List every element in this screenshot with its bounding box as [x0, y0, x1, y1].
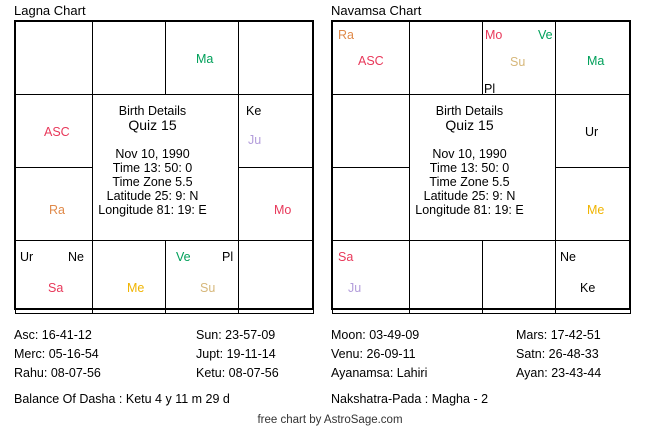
- footer-rahu: Rahu: 08-07-56: [14, 366, 101, 380]
- footer-ayanamsa: Ayanamsa: Lahiri: [331, 366, 428, 380]
- lagna-birth-details: [80, 104, 225, 217]
- footer-balance-dasha: Balance Of Dasha : Ketu 4 y 11 m 29 d: [14, 392, 230, 406]
- navamsa-birth-date: Nov 10, 1990: [432, 147, 507, 161]
- navamsa-birth-name: Quiz 15: [445, 117, 494, 133]
- navamsa-birth-lat: Latitude 25: 9: N: [423, 189, 516, 203]
- navamsa-planet-mo: Mo: [485, 28, 503, 42]
- lagna-chart-title: Lagna Chart: [14, 3, 86, 18]
- lagna-planet-ke: Ke: [246, 104, 262, 118]
- navamsa-planet-ma: Ma: [587, 54, 605, 68]
- lagna-cell-9: [92, 240, 166, 314]
- footer-moon: Moon: 03-49-09: [331, 328, 420, 342]
- navamsa-planet-ne: Ne: [560, 250, 576, 264]
- navamsa-planet-ju: Ju: [348, 281, 362, 295]
- lagna-planet-me: Me: [127, 281, 145, 295]
- footer-nakshatra-pada: Nakshatra-Pada : Magha - 2: [331, 392, 489, 406]
- navamsa-planet-pl: Pl: [484, 82, 496, 96]
- navamsa-planet-su: Su: [510, 55, 526, 69]
- lagna-planet-ju: Ju: [248, 133, 262, 147]
- lagna-planet-asc: ASC: [44, 125, 70, 139]
- lagna-birth-label: Birth Details: [118, 104, 187, 118]
- navamsa-birth-label: Birth Details: [435, 104, 504, 118]
- lagna-planet-su: Su: [200, 281, 216, 295]
- lagna-planet-mo: Mo: [274, 203, 292, 217]
- footer-merc: Merc: 05-16-54: [14, 347, 99, 361]
- lagna-planet-ur: Ur: [20, 250, 34, 264]
- lagna-planet-ve: Ve: [176, 250, 191, 264]
- lagna-birth-time: Time 13: 50: 0: [112, 161, 193, 175]
- lagna-birth-zone: Time Zone 5.5: [112, 175, 193, 189]
- lagna-planet-ra: Ra: [49, 203, 65, 217]
- lagna-planet-sa: Sa: [48, 281, 64, 295]
- lagna-cell-7: [238, 240, 314, 314]
- lagna-cell-1: [15, 21, 93, 95]
- lagna-planet-ma: Ma: [196, 52, 214, 66]
- navamsa-planet-asc: ASC: [358, 54, 384, 68]
- navamsa-cell-9: [409, 240, 483, 314]
- lagna-cell-2: [92, 21, 166, 95]
- navamsa-planet-ve: Ve: [538, 28, 553, 42]
- navamsa-chart-title: Navamsa Chart: [331, 3, 422, 18]
- lagna-planet-ne: Ne: [68, 250, 84, 264]
- site-credit: free chart by AstroSage.com: [257, 414, 403, 426]
- footer-jupt: Jupt: 19-11-14: [196, 347, 276, 361]
- navamsa-planet-sa: Sa: [338, 250, 354, 264]
- lagna-planet-pl: Pl: [222, 250, 234, 264]
- navamsa-cell-8: [482, 240, 556, 314]
- lagna-birth-lat: Latitude 25: 9: N: [106, 189, 199, 203]
- lagna-cell-4: [238, 21, 314, 95]
- navamsa-birth-lon: Longitude 81: 19: E: [415, 203, 524, 217]
- footer-ketu: Ketu: 08-07-56: [196, 366, 279, 380]
- footer-sun: Sun: 23-57-09: [196, 328, 276, 342]
- navamsa-planet-ur: Ur: [585, 125, 599, 139]
- navamsa-birth-details: [397, 104, 542, 217]
- navamsa-birth-zone: Time Zone 5.5: [429, 175, 510, 189]
- footer-mars: Mars: 17-42-51: [516, 328, 601, 342]
- lagna-birth-lon: Longitude 81: 19: E: [98, 203, 207, 217]
- navamsa-planet-me: Me: [587, 203, 605, 217]
- lagna-birth-date: Nov 10, 1990: [115, 147, 190, 161]
- navamsa-birth-time: Time 13: 50: 0: [429, 161, 510, 175]
- navamsa-cell-2: [409, 21, 483, 95]
- navamsa-planet-ke: Ke: [580, 281, 596, 295]
- lagna-birth-name: Quiz 15: [128, 117, 177, 133]
- navamsa-planet-ra: Ra: [338, 28, 354, 42]
- footer-satn: Satn: 26-48-33: [516, 347, 599, 361]
- footer-ayan: Ayan: 23-43-44: [516, 366, 602, 380]
- footer-asc: Asc: 16-41-12: [14, 328, 92, 342]
- footer-venu: Venu: 26-09-11: [331, 347, 416, 361]
